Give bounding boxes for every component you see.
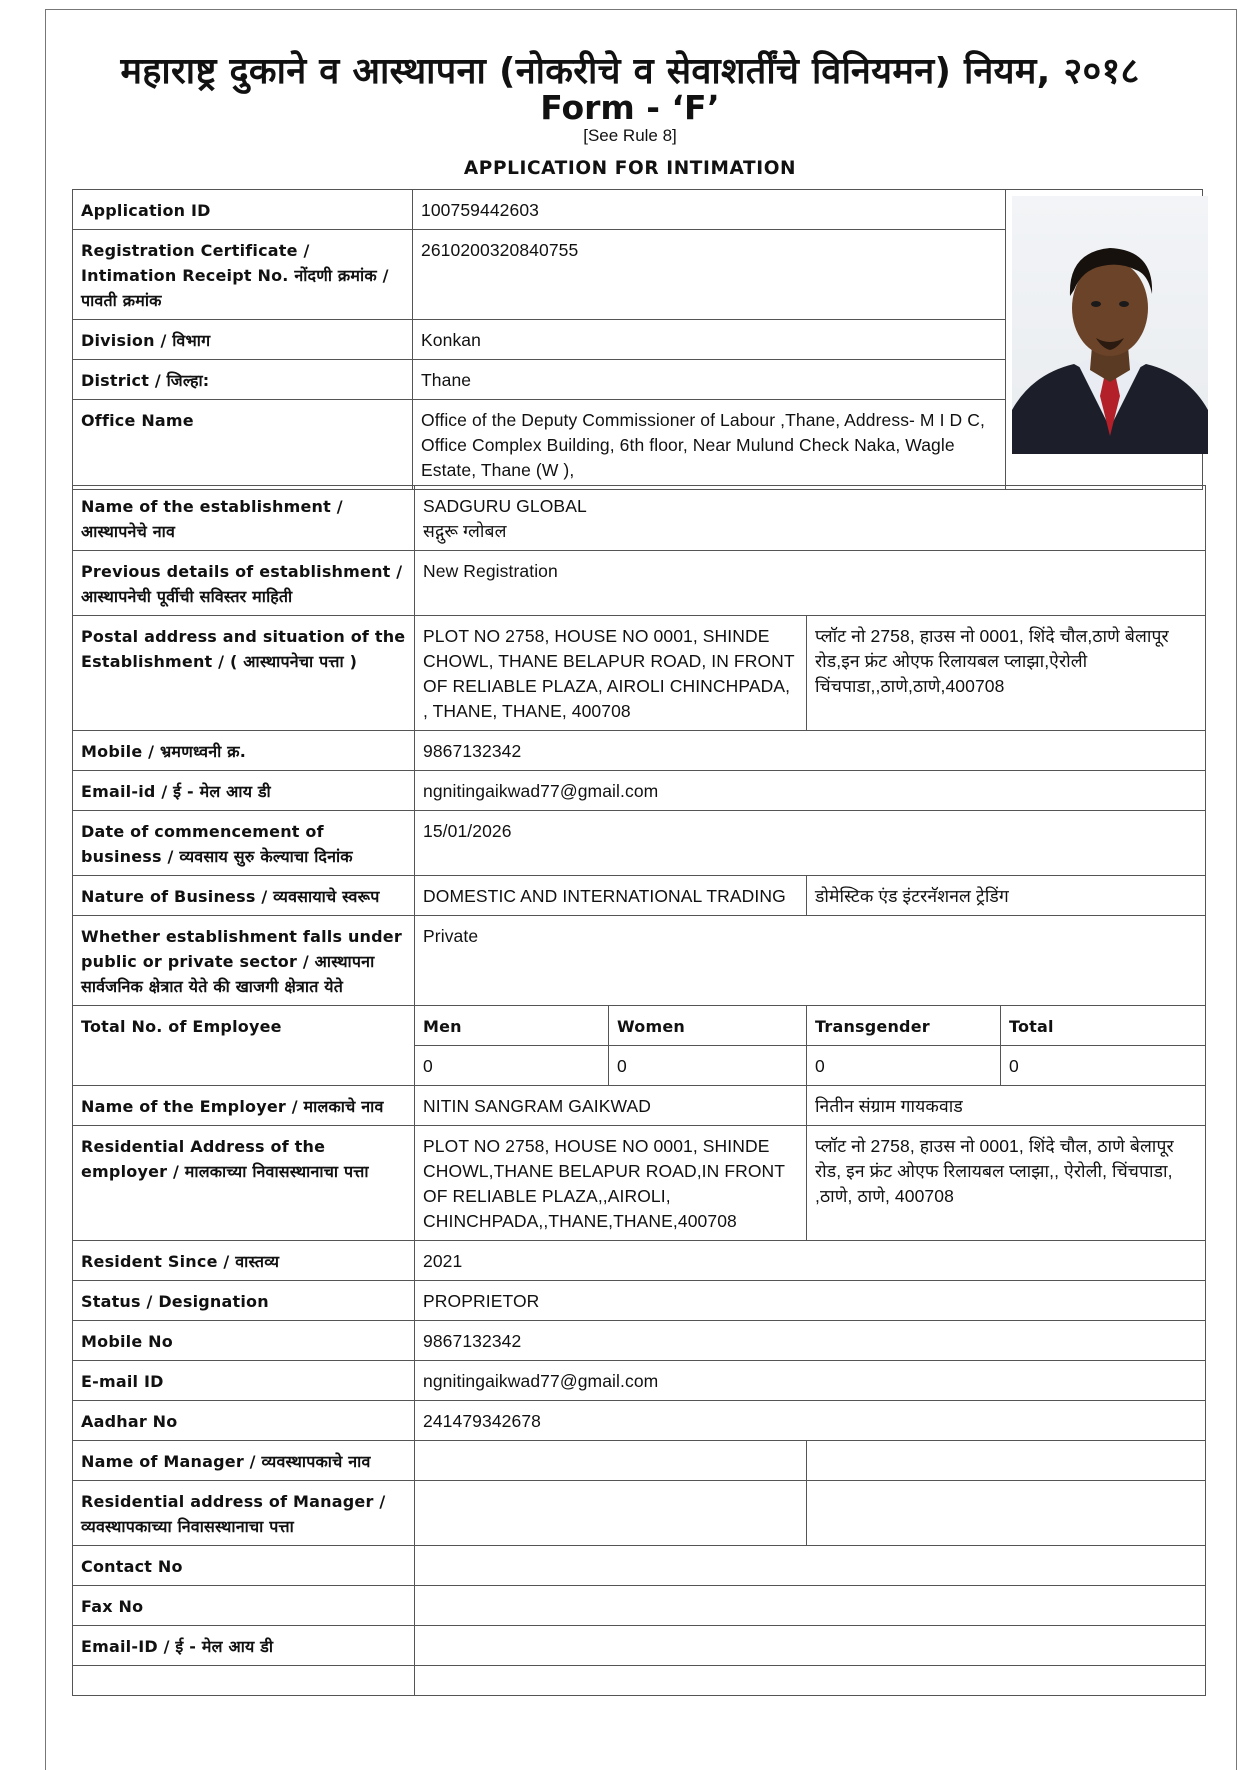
employer-email-label: E-mail ID [73,1361,415,1401]
table-row [73,916,1206,1006]
aadhar-value: 241479342678 [415,1401,1206,1441]
postal-address-value: PLOT NO 2758, HOUSE NO 0001, SHINDE CHOWL, THANE BELAPUR ROAD, IN FRONT OF RELIABLE PLAZA, AIROLI CHINCHPADA, , THANE, THANE, 400708 [415,616,807,731]
applicant-portrait-icon [1012,196,1208,454]
next-row-label [73,1666,415,1696]
next-row-value [415,1666,1206,1696]
designation-label: Status / Designation [73,1281,415,1321]
table-row [73,876,1206,916]
manager-address-label: Residential address of Manager / व्यवस्थापकाच्या निवासस्थानाचा पत्ता [73,1481,415,1546]
district-label: District / जिल्हा: [73,360,413,400]
table-row [73,1626,1206,1666]
form-title-marathi: महाराष्ट्र दुकाने व आस्थापना (नोकरीचे व सेवाशर्तींचे विनियमन) नियम, २०१८ [120,51,1140,92]
table-row [73,731,1206,771]
employer-mobile-value: 9867132342 [415,1321,1206,1361]
total-employee-label: Total No. of Employee [73,1006,415,1086]
table-row [73,1481,1206,1546]
table-row [73,811,1206,876]
sector-label: Whether establishment falls under public or private sector / आस्थापना सार्वजनिक क्षेत्रात येते की खाजगी क्षेत्रात येते [73,916,415,1006]
nature-of-business-value: DOMESTIC AND INTERNATIONAL TRADING [415,876,807,916]
division-value: Konkan [413,320,1006,360]
resident-since-label: Resident Since / वास्तव्य [73,1241,415,1281]
employer-mobile-label: Mobile No [73,1321,415,1361]
table-row [73,1086,1206,1126]
previous-details-value: New Registration [415,551,1206,616]
mobile-label: Mobile / भ्रमणध्वनी क्र. [73,731,415,771]
employer-name-value: NITIN SANGRAM GAIKWAD [415,1086,807,1126]
aadhar-label: Aadhar No [73,1401,415,1441]
table-row [73,1126,1206,1241]
employer-address-value: PLOT NO 2758, HOUSE NO 0001, SHINDE CHOWL,THANE BELAPUR ROAD,IN FRONT OF RELIABLE PLAZA,,AIROLI, CHINCHPADA,,THANE,THANE,400708 [415,1126,807,1241]
table-row [73,1666,1206,1696]
table-row [73,1401,1206,1441]
nature-of-business-value-mr: डोमेस्टिक एंड इंटरनॅशनल ट्रेडिंग [807,876,1206,916]
employee-header-total: Total [1001,1006,1206,1046]
table-row [73,1546,1206,1586]
employee-header-women: Women [609,1006,807,1046]
employee-count-men: 0 [415,1046,609,1086]
table-row [73,1441,1206,1481]
rule-reference: [See Rule 8] [583,126,677,145]
applicant-photo [1012,196,1208,454]
contact-no-label: Contact No [73,1546,415,1586]
table-row [73,1321,1206,1361]
table-row [73,190,1203,230]
employee-count-transgender: 0 [807,1046,1001,1086]
application-summary-table [72,189,1203,490]
application-id-value: 100759442603 [413,190,1006,230]
manager-name-value [415,1441,807,1481]
table-row [73,616,1206,731]
commencement-date-label: Date of commencement of business / व्यवसाय सुरु केल्याचा दिनांक [73,811,415,876]
office-name-value: Office of the Deputy Commissioner of Labour ,Thane, Address- M I D C, Office Complex Building, 6th floor, Near Mulund Check Naka, Wagle Estate, Thane (W ), [413,400,1006,490]
mobile-value: 9867132342 [415,731,1206,771]
manager-address-value-mr [807,1481,1206,1546]
table-row [73,1361,1206,1401]
resident-since-value: 2021 [415,1241,1206,1281]
table-row [73,1586,1206,1626]
registration-certificate-value: 2610200320840755 [413,230,1006,320]
table-row [73,1281,1206,1321]
table-row [73,1241,1206,1281]
nature-of-business-label: Nature of Business / व्यवसायाचे स्वरूप [73,876,415,916]
division-label: Division / विभाग [73,320,413,360]
employer-name-value-mr: नितीन संग्राम गायकवाड [807,1086,1206,1126]
establishment-name-mr: सद्गुरू ग्लोबल [423,521,507,541]
manager-name-value-mr [807,1441,1206,1481]
application-details-table [72,485,1206,1696]
fax-no-value [415,1586,1206,1626]
manager-name-label: Name of Manager / व्यवस्थापकाचे नाव [73,1441,415,1481]
manager-email-value [415,1626,1206,1666]
table-row [73,551,1206,616]
establishment-name-en: SADGURU GLOBAL [423,496,587,516]
manager-address-value [415,1481,807,1546]
employee-count-women: 0 [609,1046,807,1086]
table-row [73,486,1206,551]
table-row [73,1006,1206,1046]
employer-name-label: Name of the Employer / मालकाचे नाव [73,1086,415,1126]
email-value: ngnitingaikwad77@gmail.com [415,771,1206,811]
establishment-name-label: Name of the establishment / आस्थापनेचे नाव [73,486,415,551]
email-label: Email-id / ई - मेल आय डी [73,771,415,811]
postal-address-value-mr: प्लॉट नो 2758, हाउस नो 0001, शिंदे चौल,ठाणे बेलापूर रोड,इन फ्रंट ओएफ रिलायबल प्लाझा,ऐरोली चिंचपाडा,,ठाणे,ठाणे,400708 [807,616,1206,731]
commencement-date-value: 15/01/2026 [415,811,1206,876]
application-id-label: Application ID [73,190,413,230]
office-name-label: Office Name [73,400,413,490]
fax-no-label: Fax No [73,1586,415,1626]
sector-value: Private [415,916,1206,1006]
district-value: Thane [413,360,1006,400]
employee-header-men: Men [415,1006,609,1046]
application-title: APPLICATION FOR INTIMATION [463,158,797,179]
registration-certificate-label: Registration Certificate / Intimation Receipt No. नोंदणी क्रमांक / पावती क्रमांक [73,230,413,320]
employee-count-total: 0 [1001,1046,1206,1086]
employee-header-transgender: Transgender [807,1006,1001,1046]
manager-email-label: Email-ID / ई - मेल आय डी [73,1626,415,1666]
employer-email-value: ngnitingaikwad77@gmail.com [415,1361,1206,1401]
photo-cell [1006,190,1203,490]
table-row [73,771,1206,811]
contact-no-value [415,1546,1206,1586]
establishment-name-value [415,486,1206,551]
designation-value: PROPRIETOR [415,1281,1206,1321]
employer-address-value-mr: प्लॉट नो 2758, हाउस नो 0001, शिंदे चौल, ठाणे बेलापूर रोड, इन फ्रंट ओएफ रिलायबल प्लाझा,, ऐरोली, चिंचपाडा, ,ठाणे, ठाणे, 400708 [807,1126,1206,1241]
form-name: Form - ‘F’ [540,88,720,127]
previous-details-label: Previous details of establishment / आस्थापनेची पूर्वीची सविस्तर माहिती [73,551,415,616]
employer-address-label: Residential Address of the employer / मालकाच्या निवासस्थानाचा पत्ता [73,1126,415,1241]
postal-address-label: Postal address and situation of the Establishment / ( आस्थापनेचा पत्ता ) [73,616,415,731]
